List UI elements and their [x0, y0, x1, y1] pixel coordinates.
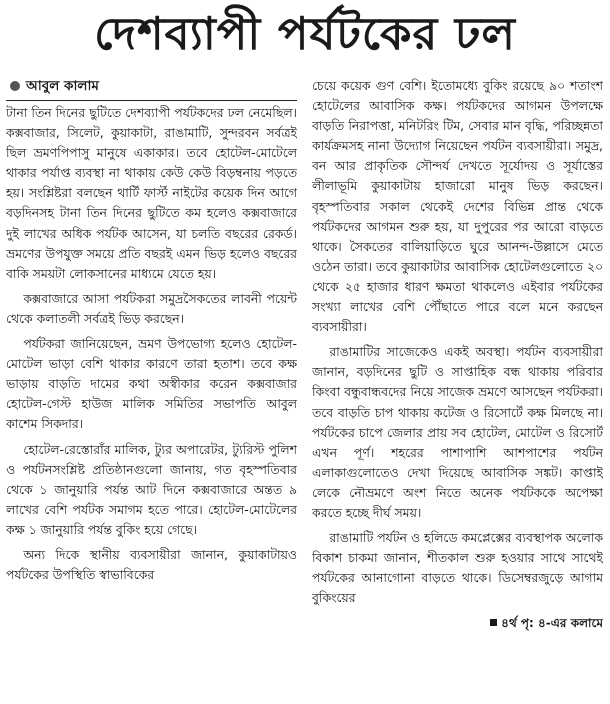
paragraph: চেয়ে কয়েক গুণ বেশি। ইতোমধ্যে বুকিং রয়েছে ৯০ শতাংশ হোটেলের আবাসিক কক্ষ। পর্যটকদের আগমন উপলক্ষে বাড়তি নিরাপত্তা, মনিটরিং টিম, সেবার মান বৃদ্ধি, পরিচ্ছন্নতা কার্যক্রমসহ নানা উদ্যোগ নিয়েছেন পর্যটন ব্যবসায়ীরা। সমুদ্র, বন আর প্রাকৃতিক সৌন্দর্য দেখতে সূর্যোদয় ও সূর্যাস্তের লীলাভূমি কুয়াকাটায় হাজারো মানুষ ভিড় করছেন। বৃহস্পতিবার সকাল থেকেই দেশের বিভিন্ন প্রান্ত থেকে পর্যটকদের আগমন শুরু হয়, যা দুপুরের পর আরো বাড়তে থাকে। সৈকতের বালিয়াড়িতে ঘুরে আনন্দ-উল্লাসে মেতে ওঠেন তারা। তবে কুয়াকাটার আবাসিক হোটেলগুলোতে ২০ থেকে ২৫ হাজার ধারণ ক্ষমতা থাকলেও এইবার পর্যটকের সংখ্যা লাখের বেশি পৌঁছাতে পারে বলে মনে করছেন ব্যবসায়ীরা।: [312, 78, 603, 335]
byline: [6, 76, 297, 96]
paragraph: টানা তিন দিনের ছুটিতে দেশব্যাপী পর্যটকদের ঢল নেমেছিল। কক্সবাজার, সিলেট, কুয়াকাটা, রাঙামাটি, সুন্দরবন সর্বত্রই ছিল ভ্রমণপিপাসু মানুষে একাকার। তবে হোটেল-মোটেলে থাকার পর্যাপ্ত ব্যবস্থা না থাকায় কেউ কেউ বিড়ম্বনায় পড়তে হয়। সংশ্লিষ্টরা বলছেন থার্টি ফার্স্ট নাইটের কয়েক দিন আগে বড়দিনসহ টানা তিন দিনের ছুটিতে কম হলেও কক্সবাজারে দুই লাখের অধিক পর্যটক আসেন, যা চলতি বছরের রেকর্ড। ভ্রমণের উপযুক্ত সময়ে প্রতি বছরই এমন ভিড় হলেও বছরের বাকি সময়টা লোকসানের মাধ্যমে যেতে হয়।: [6, 105, 297, 281]
paragraph: কক্সবাজারে আসা পর্যটকরা সমুদ্রসৈকতের লাবনী পয়েন্ট থেকে কলাতলী সর্বত্রই ভিড় করছেন।: [6, 290, 297, 326]
paragraph: রাঙামাটি পর্যটন ও হলিডে কমপ্লেক্সের ব্যবস্থাপক অলোক বিকাশ চাকমা জানান, শীতকাল শুরু হওয়ার সাথে সাথেই পর্যটকের আনাগোনা বাড়তে থাকে। ডিসেম্বরজুড়ে আগাম বুকিংয়ের: [312, 530, 603, 606]
paragraph: হোটেল-রেস্তোরাঁর মালিক, ট্যুর অপারেটর, ট্যুরিস্ট পুলিশ ও পর্যটনসংশ্লিষ্ট প্রতিষ্ঠানগুলো জানায়, গত বৃহস্পতিবার থেকে ১ জানুয়ারি পর্যন্ত আট দিনে কক্সবাজারে অন্তত ৯ লাখের বেশি পর্যটক সমাগম হতে পারে। হোটেল-মোটেলের কক্ষ ১ জানুয়ারি পর্যন্ত বুকিং হয়ে গেছে।: [6, 441, 297, 537]
continuation-note[interactable]: [312, 613, 603, 633]
left-column: [6, 76, 297, 702]
continuation-text: ৪র্থ পৃ: ৪-এর কলামে: [501, 616, 603, 631]
paragraph: অন্য দিকে স্থানীয় ব্যবসায়ীরা জানান, কুয়াকাটায়ও পর্যটকের উপস্থিতি স্বাভাবিকের: [6, 546, 297, 583]
square-bullet-icon: [490, 619, 497, 626]
byline-rule: [6, 100, 297, 101]
right-column: [312, 76, 603, 702]
paragraph: পর্যটকরা জানিয়েছেন, ভ্রমণ উপভোগ্য হলেও হোটেল-মোটেল ভাড়া বেশি থাকার কারণে তারা হতাশ। তবে কক্ষ ভাড়ায় বাড়তি দামের কথা অস্বীকার করেন কক্সবাজার হোটেল-গেস্ট হাউজ মালিক সমিতির সভাপতি আবুল কাশেম সিকদার।: [6, 336, 297, 432]
headline: দেশব্যাপী পর্যটকের ঢল: [94, 7, 516, 60]
paragraph: রাঙামাটির সাজেকেও একই অবস্থা। পর্যটন ব্যবসায়ীরা জানান, বড়দিনের ছুটি ও সাপ্তাহিক বন্ধ থাকায় পরিবার কিংবা বন্ধুবান্ধবদের নিয়ে সাজেক ভ্রমণে আসছেন পর্যটকরা। তবে বাড়তি চাপ থাকায় কটেজ ও রিসোর্টে কক্ষ মিলছে না। পর্যটকের চাপে জেলার প্রায় সব হোটেল, মোটেল ও রিসোর্ট এখন পূর্ণ। শহরের পাশাপাশি আশপাশের পর্যটন এলাকাগুলোতেও দেখা দিয়েছে আবাসিক সঙ্কট। কাপ্তাই লেকে নৌভ্রমণে অংশ নিতে অনেক পর্যটককে অপেক্ষা করতে হচ্ছে দীর্ঘ সময়।: [312, 344, 603, 520]
bullet-icon: [10, 81, 20, 91]
author-name: আবুল কালাম: [26, 78, 99, 94]
